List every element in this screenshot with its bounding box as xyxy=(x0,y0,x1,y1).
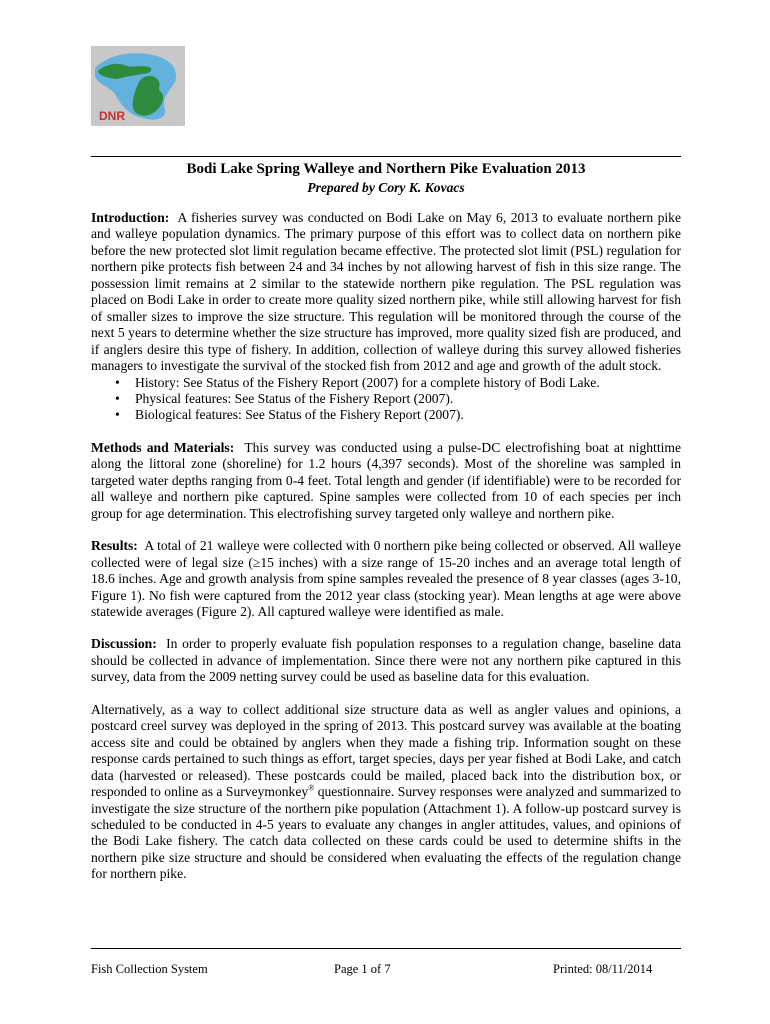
discussion-text: In order to properly evaluate fish population responses to a regulation change, baseline data should be collected in advance of implementation. Since there were not any northern pike captured in this survey, data from the 2009 netting survey could be used as baseline data for this evaluation. xyxy=(91,636,681,685)
discussion-paragraph-2: Alternatively, as a way to collect additional size structure data as well as angler values and opinions, a postcard creel survey was deployed in the spring of 2013. This postcard survey was available at the boating access site and could be obtained by anglers when they made a fishing trip. Information sought on these response cards pertained to such things as effort, target species, days per year fished at Bodi Lake, and catch data (harvested or released). These postcards could be mailed, placed back into the distribution box, or responded to online as a Surveymonkey® questionnaire. Survey responses were analyzed and summarized to investigate the size structure of the northern pike population (Attachment 1). A follow-up postcard survey is scheduled to be conducted in 4-5 years to evaluate any changes in angler attitudes, values, and opinions of the Bodi Lake fishery. The catch data collected on these cards could be used to determine shifts in the northern pike size structure and should be considered when evaluating the effects of the regulation change for northern pike. xyxy=(91,701,681,882)
list-item: • Physical features: See Status of the Fishery Report (2007). xyxy=(115,390,454,406)
methods-text: This survey was conducted using a pulse-DC electrofishing boat at nighttime along the littoral zone (shoreline) for 1.2 hours (4,397 seconds). Most of the shoreline was sampled in targeted water depths ranging from 0-4 feet. Total length and gender (if identifiable) were to be recorded for all walleye and northern pike captured. Spine samples were collected from 10 of each species per inch group for age determination. This electrofishing survey targeted only walleye and northern pike. xyxy=(91,439,681,521)
introduction-text: A fisheries survey was conducted on Bodi Lake on May 6, 2013 to evaluate northern pike and walleye population dynamics. The primary purpose of this effort was to collect data on northern pike before the new protected slot limit regulation became effective. The protected slot limit (PSL) regulation for northern pike protects fish between 24 and 34 inches by not allowing harvest of fish in this size range. The possession limit remains at 2 similar to the statewide northern pike regulation. The PSL regulation was placed on Bodi Lake in order to create more quality sized northern pike, while still allowing harvest for fish of smaller sizes to improve the size structure. This regulation will be monitored through the course of the next 5 years to determine whether the size structure has improved, more quality sized fish are produced, and if anglers desire this type of fishery. In addition, collection of walleye during this survey allowed fisheries managers to investigate the survival of the stocked fish from 2012 and age and growth of the adult stock. xyxy=(91,210,681,374)
introduction-heading: Introduction: xyxy=(91,210,170,225)
header-divider xyxy=(91,156,681,157)
results-text: A total of 21 walleye were collected with 0 northern pike being collected or observed. All walleye collected were of legal size (≥15 inches) with a size range of 15-20 inches and an average total length of 18.6 inches. Age and growth analysis from spine samples revealed the presence of 8 year classes (ages 3-10, Figure 1). No fish were captured from the 2012 year class (stocking year). Mean lengths at age were above statewide averages (Figure 2). All captured walleye were identified as male. xyxy=(91,538,681,619)
document-author: Prepared by Cory K. Kovacs xyxy=(307,180,465,195)
document-title: Bodi Lake Spring Walleye and Northern Pike Evaluation 2013 xyxy=(186,161,586,177)
footer-print-date: Printed: 08/11/2014 xyxy=(553,962,653,976)
bullet-icon: • xyxy=(115,374,120,390)
footer-system-name: Fish Collection System xyxy=(91,962,208,976)
michigan-map-icon xyxy=(91,46,185,126)
list-item: • Biological features: See Status of the Fishery Report (2007). xyxy=(115,407,464,423)
results-paragraph xyxy=(91,538,681,620)
footer-page-number: Page 1 of 7 xyxy=(334,962,391,976)
discussion-paragraph xyxy=(91,636,681,685)
introduction-bullet-list xyxy=(91,375,681,424)
dnr-logo-text: DNR xyxy=(99,109,125,123)
registered-mark: ® xyxy=(308,783,315,793)
bullet-icon: • xyxy=(115,390,120,406)
footer-divider xyxy=(91,948,681,949)
methods-paragraph xyxy=(91,440,681,522)
bullet-icon: • xyxy=(115,407,120,423)
list-item: • History: See Status of the Fishery Report (2007) for a complete history of Bodi Lake. xyxy=(115,374,600,390)
methods-heading: Methods and Materials: xyxy=(91,439,235,455)
discussion-heading: Discussion: xyxy=(91,636,157,652)
dnr-logo xyxy=(91,46,185,126)
document-body xyxy=(91,210,681,899)
introduction-paragraph xyxy=(91,210,681,375)
results-heading: Results: xyxy=(91,538,138,554)
